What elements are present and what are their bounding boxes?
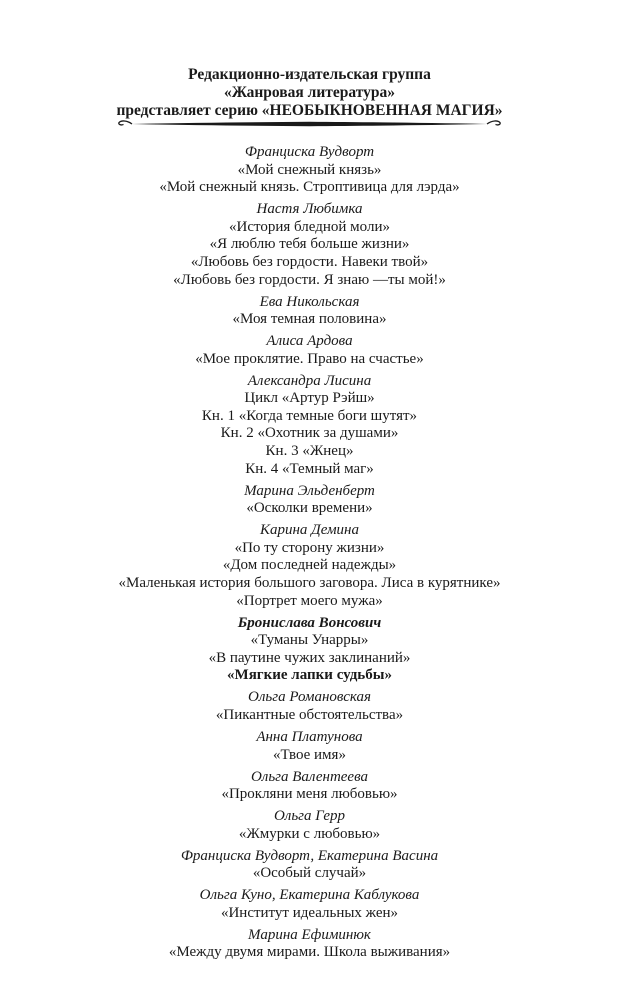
author-name: Карина Демина (260, 522, 359, 539)
genre-line: «Жанровая литература» (223, 84, 396, 101)
book-title: «Между двумя мирами. Школа выживания» (168, 944, 451, 961)
author-name: Ольга Куно, Екатерина Каблукова (199, 887, 420, 904)
book-entry (0, 848, 619, 883)
book-title: «Маленькая история большого заговора. Лиса в курятнике» (118, 575, 501, 591)
book-entry (0, 144, 619, 197)
author-name: Ольга Валентеева (250, 768, 369, 785)
book-title: «Институт идеальных жен» (220, 904, 399, 921)
book-entry (0, 615, 619, 685)
book-title: «Осколки времени» (246, 500, 373, 517)
book-title: Кн. 4 «Темный маг» (245, 460, 374, 477)
book-title: «Туманы Унарры» (250, 632, 369, 649)
author-name: Александра Лисина (247, 372, 372, 389)
book-title: «По ту сторону жизни» (234, 539, 385, 556)
author-name: Марина Ефиминюк (248, 926, 371, 943)
book-entry (0, 373, 619, 479)
book-title: «Мой снежный князь. Строптивица для лэрда» (159, 179, 460, 196)
book-entry (0, 483, 619, 518)
book-entry (0, 927, 619, 962)
author-name: Алиса Ардова (266, 333, 353, 350)
book-title: «Пикантные обстоятельства» (215, 706, 404, 723)
author-name-highlighted: Бронислава Вонсович (237, 614, 382, 631)
book-list (0, 144, 619, 966)
author-name: Ольга Романовская (248, 689, 371, 706)
book-title: «История бледной моли» (229, 218, 390, 235)
series-cycle: Цикл «Артур Рэйш» (244, 390, 375, 407)
book-title: «Я люблю тебя больше жизни» (209, 236, 410, 253)
book-title: «Прокляни меня любовью» (221, 786, 398, 803)
author-name: Франциска Вудворт (244, 144, 375, 160)
book-title: «Любовь без гордости. Навеки твой» (190, 253, 429, 270)
author-name: Настя Любимка (256, 201, 363, 218)
book-entry (0, 808, 619, 843)
book-entry (0, 689, 619, 724)
author-name: Ольга Герр (273, 808, 346, 825)
book-title: «В паутине чужих заклинаний» (208, 649, 411, 666)
book-entry (0, 887, 619, 922)
book-entry (0, 769, 619, 804)
book-title: «Жмурки с любовью» (238, 825, 381, 842)
book-title: Кн. 2 «Охотник за душами» (220, 425, 399, 442)
author-name: Ева Никольская (259, 293, 360, 310)
author-name: Марина Эльденберт (244, 482, 375, 499)
book-entry (0, 294, 619, 329)
book-title: «Мой снежный князь» (237, 161, 382, 178)
book-entry (0, 522, 619, 610)
ornamental-divider-icon (0, 117, 619, 131)
book-title: «Мое проклятие. Право на счастье» (195, 350, 424, 367)
book-title: Кн. 1 «Когда темные боги шутят» (201, 407, 418, 424)
series-header (0, 66, 619, 120)
book-title: «Любовь без гордости. Я знаю —ты мой!» (173, 271, 446, 288)
book-title: «Портрет моего мужа» (236, 592, 383, 609)
book-title: «Моя темная половина» (232, 311, 387, 328)
series-title: представляет серию «НЕОБЫКНОВЕННАЯ МАГИЯ» (116, 102, 503, 119)
book-title-highlighted: «Мягкие лапки судьбы» (227, 667, 392, 684)
book-title: «Твое имя» (273, 746, 346, 763)
book-entry (0, 729, 619, 764)
book-title: «Дом последней надежды» (222, 557, 397, 574)
book-title: Кн. 3 «Жнец» (265, 443, 354, 460)
book-entry (0, 333, 619, 368)
author-name: Анна Платунова (256, 728, 363, 745)
book-title: «Особый случай» (252, 865, 367, 882)
author-name: Франциска Вудворт, Екатерина Васина (180, 847, 439, 864)
book-entry (0, 201, 619, 289)
publisher-line: Редакционно-издательская группа (188, 66, 431, 83)
